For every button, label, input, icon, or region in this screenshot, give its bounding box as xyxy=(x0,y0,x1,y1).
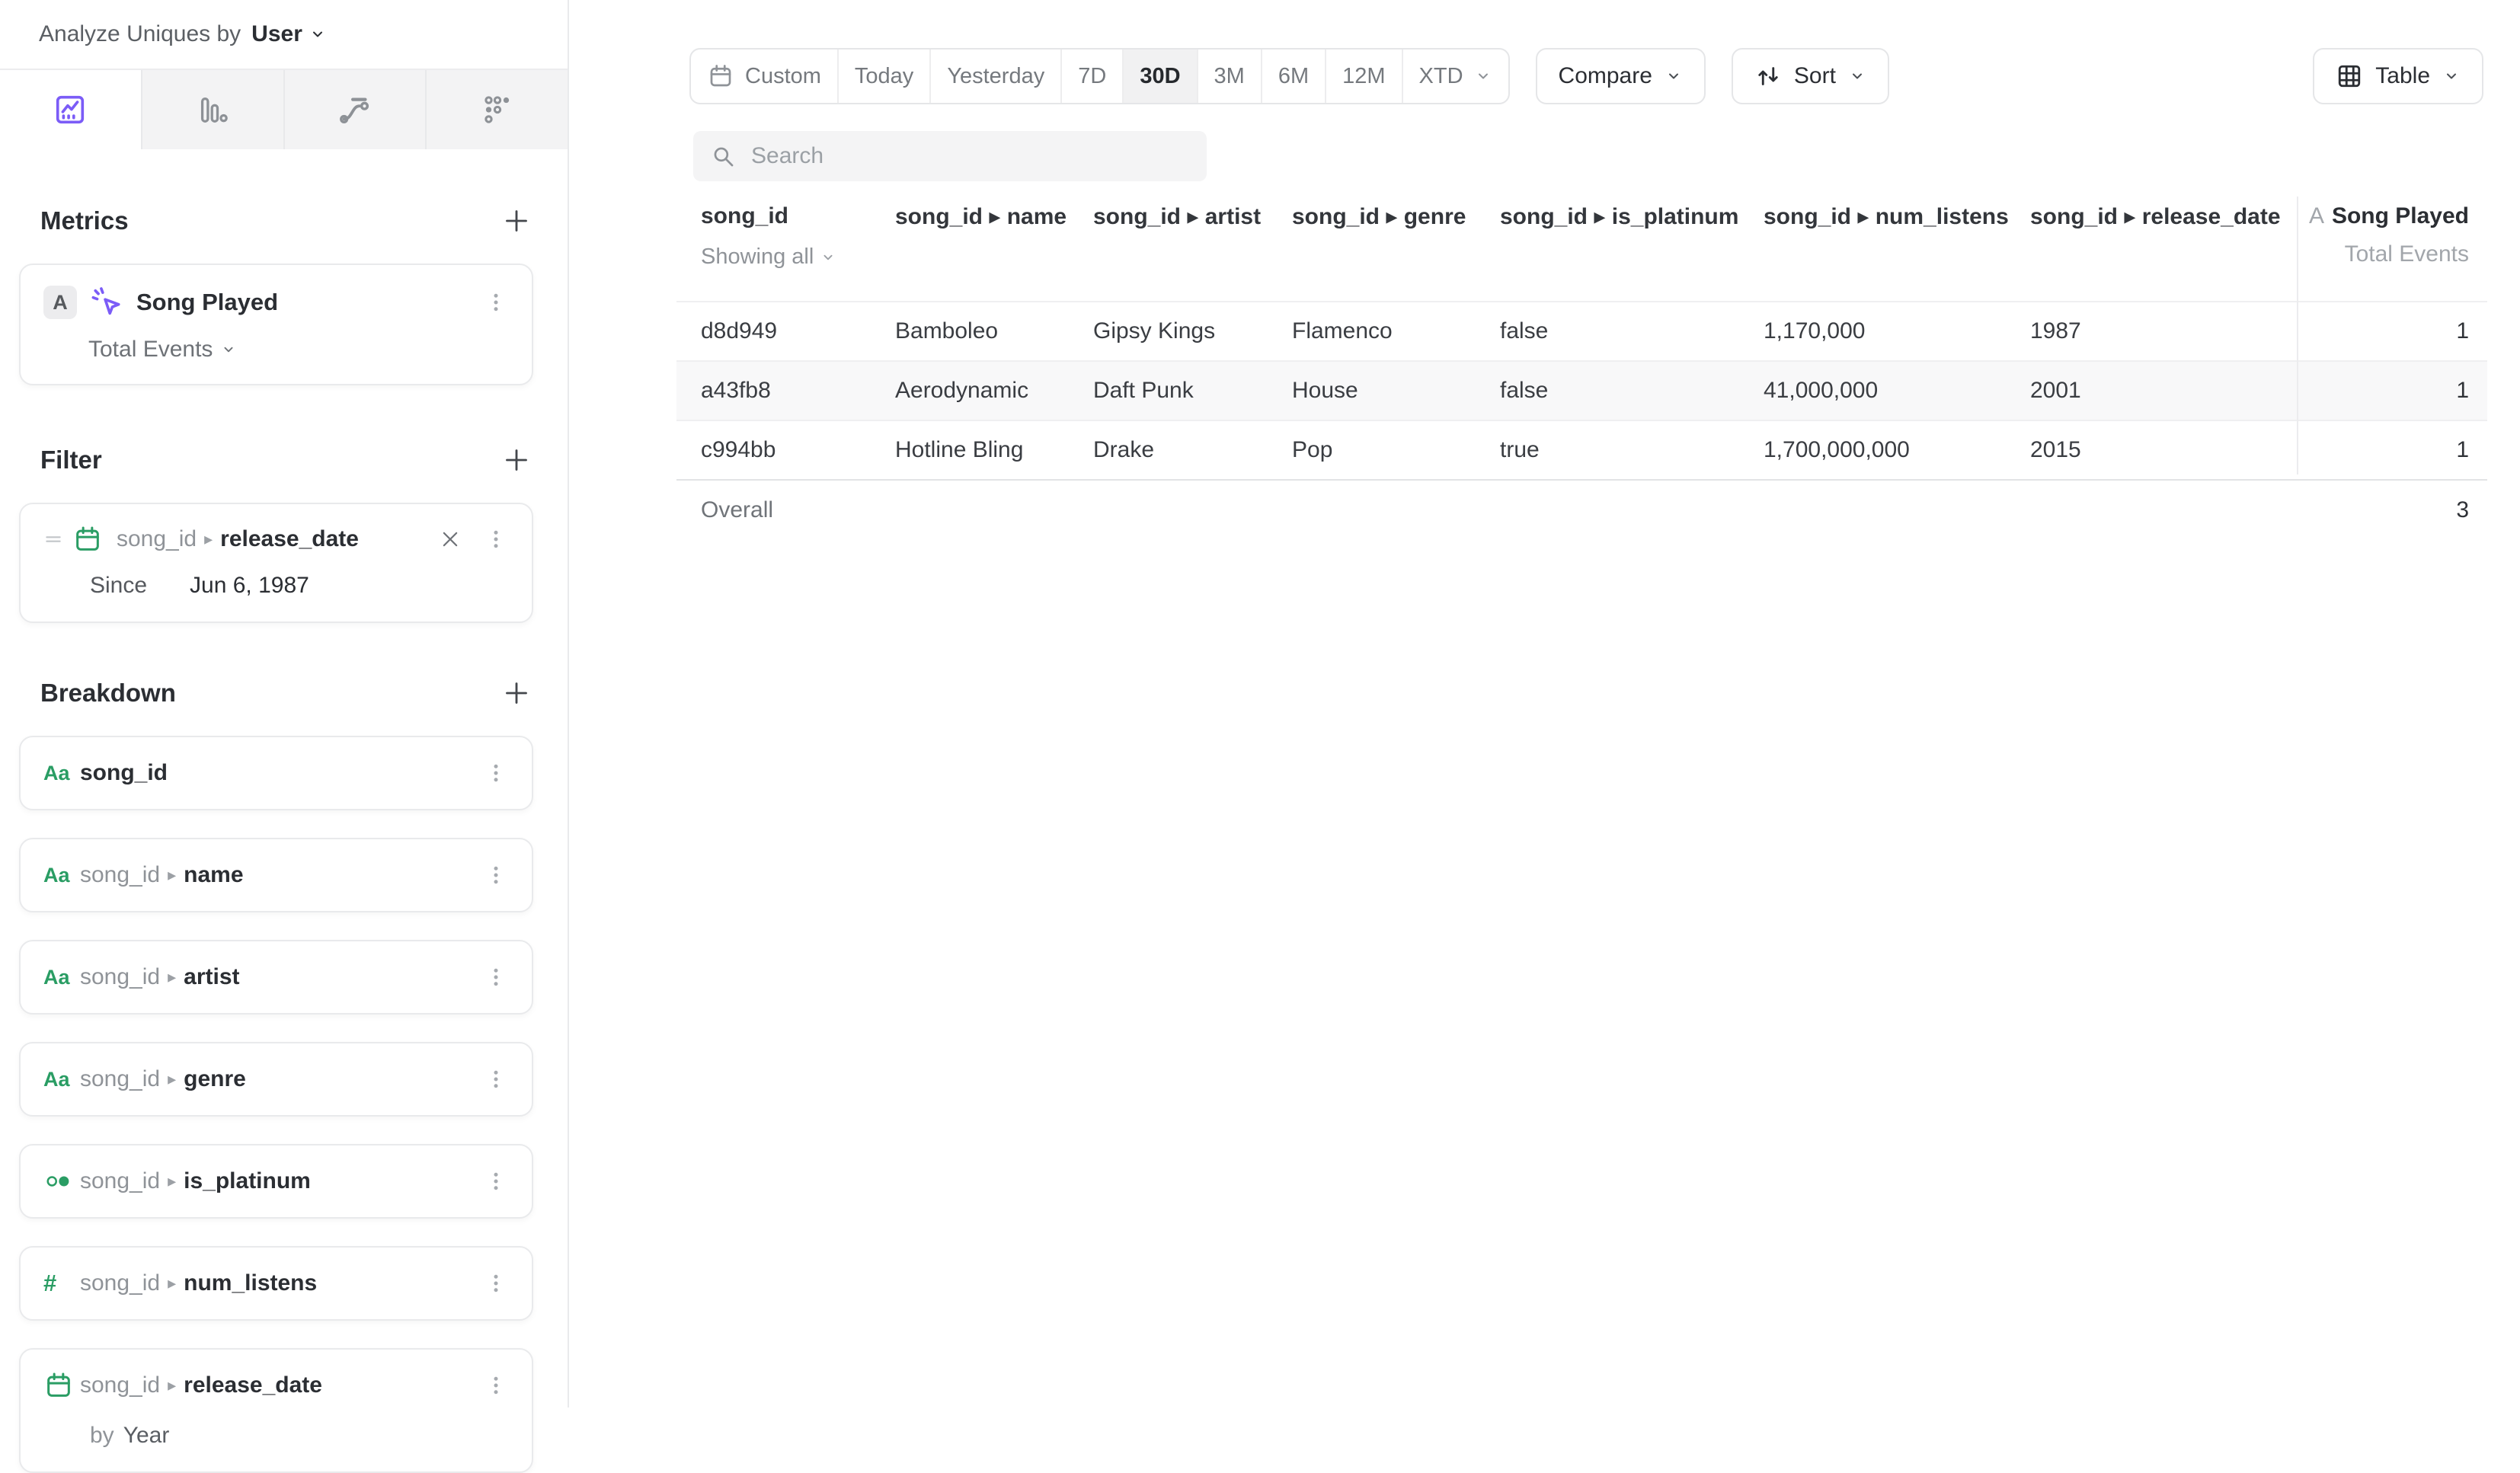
showing-all-dropdown[interactable] xyxy=(701,244,836,270)
property-path xyxy=(80,1372,322,1398)
plus-icon xyxy=(501,206,532,236)
breakdown-kebab-menu[interactable] xyxy=(483,1064,509,1094)
add-filter-button[interactable] xyxy=(501,445,532,475)
report-main xyxy=(569,0,2520,1407)
kebab-icon xyxy=(484,287,507,318)
property-path xyxy=(80,1270,317,1296)
date-range-picker xyxy=(689,48,1510,104)
entity-selector[interactable] xyxy=(251,21,327,47)
metric-name: Song Played xyxy=(136,289,279,315)
metric-column-title: Song Played xyxy=(2331,203,2469,228)
aggregation-label: Total Events xyxy=(88,337,213,362)
breakdown-card-artist[interactable] xyxy=(19,940,533,1014)
sort-label: Sort xyxy=(1793,63,1836,88)
metric-column-header[interactable] xyxy=(2309,203,2469,267)
overall-row xyxy=(676,479,2487,540)
property-child: name xyxy=(184,862,244,887)
calendar-icon xyxy=(72,524,103,554)
report-type-tabs xyxy=(0,69,568,149)
path-separator: ▸ xyxy=(168,1273,177,1292)
column-header-name[interactable]: song_id ▸ name xyxy=(895,204,1067,229)
property-parent: song_id xyxy=(80,1372,161,1398)
chevron-down-icon xyxy=(820,249,836,266)
date-range-3m[interactable] xyxy=(1197,50,1261,103)
property-child: num_listens xyxy=(184,1270,318,1296)
table-row xyxy=(676,301,2487,360)
cell-num-listens: 1,170,000 xyxy=(1764,318,1866,343)
breakdown-card-release-date[interactable] xyxy=(19,1348,533,1473)
cell-is-platinum: false xyxy=(1500,378,1549,403)
date-bucket-selector[interactable] xyxy=(21,1421,532,1471)
breakdown-row xyxy=(21,1145,532,1217)
cell-name: Bamboleo xyxy=(895,318,999,343)
breakdown-kebab-menu[interactable] xyxy=(483,1268,509,1299)
cell-release-date: 1987 xyxy=(2030,318,2081,343)
path-separator: ▸ xyxy=(168,967,177,986)
date-range-label: 6M xyxy=(1278,63,1310,88)
column-header-release-date[interactable]: song_id ▸ release_date xyxy=(2030,204,2281,229)
property-path xyxy=(80,1168,311,1194)
property-parent: song_id xyxy=(80,1168,161,1193)
kebab-icon xyxy=(484,524,507,554)
property-parent: song_id xyxy=(80,862,161,887)
cell-song-id: a43fb8 xyxy=(701,378,771,403)
overall-label: Overall xyxy=(701,497,774,522)
date-range-today[interactable] xyxy=(837,50,929,103)
bar-chart-icon xyxy=(195,92,230,127)
table-row xyxy=(676,360,2487,420)
kebab-icon xyxy=(484,1370,507,1401)
text-property-icon: Aa xyxy=(43,1067,70,1091)
cell-release-date: 2015 xyxy=(2030,437,2081,462)
view-label: Table xyxy=(2375,63,2430,88)
filter-heading: Filter xyxy=(40,446,102,474)
property-child: artist xyxy=(184,964,240,989)
metric-letter: A xyxy=(2308,203,2324,228)
sort-button[interactable] xyxy=(1732,48,1889,104)
property-parent: song_id xyxy=(80,1270,161,1296)
filter-property-path xyxy=(117,526,359,552)
chevron-down-icon xyxy=(309,25,327,43)
compare-label: Compare xyxy=(1558,63,1652,88)
path-separator: ▸ xyxy=(168,1376,177,1395)
property-parent: song_id xyxy=(80,1066,161,1091)
breakdown-kebab-menu[interactable] xyxy=(483,962,509,992)
cell-name: Aerodynamic xyxy=(895,378,1029,403)
filter-kebab-menu[interactable] xyxy=(483,524,509,554)
breakdown-heading: Breakdown xyxy=(40,679,176,707)
cell-name: Hotline Bling xyxy=(895,437,1024,462)
kebab-icon xyxy=(484,860,507,890)
sort-arrows-icon xyxy=(1754,62,1782,90)
chevron-down-icon xyxy=(1848,67,1866,85)
property-type-box xyxy=(43,1068,80,1091)
property-path xyxy=(80,862,244,888)
date-range-label: 12M xyxy=(1342,63,1386,88)
breakdown-kebab-menu[interactable] xyxy=(483,758,509,788)
date-property-icon xyxy=(43,1370,74,1401)
kebab-icon xyxy=(484,1268,507,1299)
date-range-custom[interactable] xyxy=(691,50,837,103)
date-range-12m[interactable] xyxy=(1325,50,1401,103)
remove-filter-button[interactable] xyxy=(439,528,462,551)
analyze-label: Analyze Uniques by xyxy=(39,21,241,46)
metric-card-row xyxy=(21,265,532,320)
path-separator: ▸ xyxy=(204,529,213,548)
analysis-header xyxy=(0,0,568,69)
property-child: release_date xyxy=(184,1372,322,1398)
add-breakdown-button[interactable] xyxy=(501,678,532,708)
column-header-song-id[interactable]: song_id xyxy=(701,203,789,228)
table-grid-icon xyxy=(2336,62,2363,90)
cell-artist: Drake xyxy=(1093,437,1155,462)
results-table xyxy=(676,194,2487,540)
property-type-box xyxy=(43,864,80,887)
metric-badge: A xyxy=(43,286,77,319)
search-icon xyxy=(710,143,736,169)
property-type-box xyxy=(43,966,80,989)
date-range-7d[interactable] xyxy=(1060,50,1122,103)
filter-operator: Since xyxy=(90,573,148,598)
tab-retention-report[interactable] xyxy=(425,70,568,149)
date-range-xtd[interactable] xyxy=(1402,50,1508,103)
cell-song-id: d8d949 xyxy=(701,318,778,343)
tab-flows-report[interactable] xyxy=(283,70,426,149)
kebab-icon xyxy=(484,962,507,992)
date-range-yesterday[interactable] xyxy=(929,50,1060,103)
property-path xyxy=(80,1066,246,1092)
property-type-box xyxy=(43,762,80,785)
property-type-box xyxy=(43,1370,80,1401)
metric-kebab-menu[interactable] xyxy=(483,287,509,318)
kebab-icon xyxy=(484,1064,507,1094)
property-child: genre xyxy=(184,1066,246,1091)
filter-value: Jun 6, 1987 xyxy=(190,573,309,598)
flows-icon xyxy=(337,92,373,127)
column-header-genre[interactable]: song_id ▸ genre xyxy=(1292,204,1466,229)
breakdown-row xyxy=(21,737,532,809)
chevron-down-icon xyxy=(1665,67,1683,85)
bucket-value: Year xyxy=(123,1423,170,1448)
metric-aggregation[interactable] xyxy=(21,320,532,384)
cell-release-date: 2001 xyxy=(2030,378,2081,403)
query-builder-sidebar xyxy=(0,0,569,1448)
breakdown-card-song-id[interactable] xyxy=(19,736,533,810)
property-type-box xyxy=(43,1270,80,1297)
cell-artist: Daft Punk xyxy=(1093,378,1194,403)
line-chart-icon xyxy=(53,92,88,127)
date-range-30d[interactable] xyxy=(1122,50,1196,103)
filter-section-header xyxy=(40,445,532,475)
report-toolbar xyxy=(689,48,1889,104)
add-metric-button[interactable] xyxy=(501,206,532,236)
path-separator: ▸ xyxy=(168,1171,177,1190)
kebab-icon xyxy=(484,758,507,788)
plus-icon xyxy=(501,678,532,708)
boolean-property-icon xyxy=(43,1170,74,1193)
breakdown-row xyxy=(21,1350,532,1421)
search-input[interactable] xyxy=(750,142,1190,170)
date-range-label: 3M xyxy=(1214,63,1245,88)
cell-metric-value: 1 xyxy=(2456,378,2469,403)
text-property-icon: Aa xyxy=(43,761,70,784)
date-range-6m[interactable] xyxy=(1261,50,1325,103)
cell-num-listens: 1,700,000,000 xyxy=(1764,437,1910,462)
close-icon xyxy=(439,528,462,551)
chevron-down-icon xyxy=(1474,67,1492,85)
column-header-artist[interactable]: song_id ▸ artist xyxy=(1093,204,1262,229)
bucket-prefix: by xyxy=(90,1423,114,1448)
metrics-heading: Metrics xyxy=(40,206,129,235)
cell-artist: Gipsy Kings xyxy=(1093,318,1216,343)
event-cursor-icon xyxy=(89,285,124,320)
breakdown-kebab-menu[interactable] xyxy=(483,860,509,890)
filter-condition[interactable] xyxy=(21,554,532,621)
date-range-label: Today xyxy=(854,63,914,88)
compare-button[interactable] xyxy=(1536,48,1706,104)
breakdown-kebab-menu[interactable] xyxy=(483,1166,509,1197)
tab-insights[interactable] xyxy=(0,70,141,149)
cell-metric-value: 1 xyxy=(2456,437,2469,462)
chevron-down-icon xyxy=(220,341,237,358)
date-range-label: 30D xyxy=(1140,63,1181,88)
cell-metric-value: 1 xyxy=(2456,318,2469,343)
cell-is-platinum: false xyxy=(1500,318,1549,343)
path-separator: ▸ xyxy=(168,1069,177,1088)
kebab-icon xyxy=(484,1166,507,1197)
date-range-label: 7D xyxy=(1078,63,1107,88)
cell-num-listens: 41,000,000 xyxy=(1764,378,1879,403)
date-range-label: Custom xyxy=(745,63,821,88)
tab-bar-report[interactable] xyxy=(141,70,283,149)
breakdown-card-genre[interactable] xyxy=(19,1042,533,1117)
property-path xyxy=(80,964,240,990)
showing-all-label: Showing all xyxy=(701,244,814,269)
property-child: release_date xyxy=(220,526,359,551)
text-property-icon: Aa xyxy=(43,965,70,989)
metric-column-subtitle: Total Events xyxy=(2344,241,2469,267)
text-property-icon: Aa xyxy=(43,863,70,887)
date-range-label: XTD xyxy=(1418,63,1463,88)
breakdown-card-num-listens[interactable] xyxy=(19,1246,533,1321)
chevron-down-icon xyxy=(2442,67,2461,85)
metric-card[interactable] xyxy=(19,264,533,385)
breakdown-card-name[interactable] xyxy=(19,838,533,912)
filter-card-row xyxy=(21,504,532,554)
date-range-label: Yesterday xyxy=(947,63,1045,88)
table-row xyxy=(676,420,2487,479)
property-child: is_platinum xyxy=(184,1168,311,1193)
breakdown-card-is-platinum[interactable] xyxy=(19,1144,533,1219)
calendar-icon xyxy=(707,62,734,90)
breakdown-row xyxy=(21,839,532,911)
table-search xyxy=(693,131,1207,181)
cell-song-id: c994bb xyxy=(701,437,776,462)
cell-genre: Pop xyxy=(1292,437,1333,462)
cell-is-platinum: true xyxy=(1500,437,1540,462)
property-parent: song_id xyxy=(117,526,197,551)
path-separator: ▸ xyxy=(168,865,177,884)
breakdown-row xyxy=(21,1043,532,1115)
metrics-section-header xyxy=(40,206,532,236)
property-type-box xyxy=(43,1170,80,1193)
overall-value: 3 xyxy=(2456,497,2469,522)
breakdown-kebab-menu[interactable] xyxy=(483,1370,509,1401)
breakdown-section-header xyxy=(40,678,532,708)
filter-card[interactable] xyxy=(19,503,533,623)
column-header-num-listens[interactable]: song_id ▸ num_listens xyxy=(1764,204,2009,229)
cell-genre: House xyxy=(1292,378,1358,403)
cell-genre: Flamenco xyxy=(1292,318,1393,343)
property-name: song_id xyxy=(80,760,168,785)
property-parent: song_id xyxy=(80,964,161,989)
breakdown-row xyxy=(21,941,532,1013)
table-header xyxy=(676,194,2487,301)
breakdown-row xyxy=(21,1248,532,1319)
entity-value: User xyxy=(251,21,302,46)
number-property-icon: # xyxy=(43,1270,57,1296)
column-header-is-platinum[interactable]: song_id ▸ is_platinum xyxy=(1500,204,1739,229)
retention-icon xyxy=(480,92,515,127)
drag-handle-icon[interactable] xyxy=(43,528,63,551)
plus-icon xyxy=(501,445,532,475)
view-switcher-table-button[interactable] xyxy=(2313,48,2483,104)
